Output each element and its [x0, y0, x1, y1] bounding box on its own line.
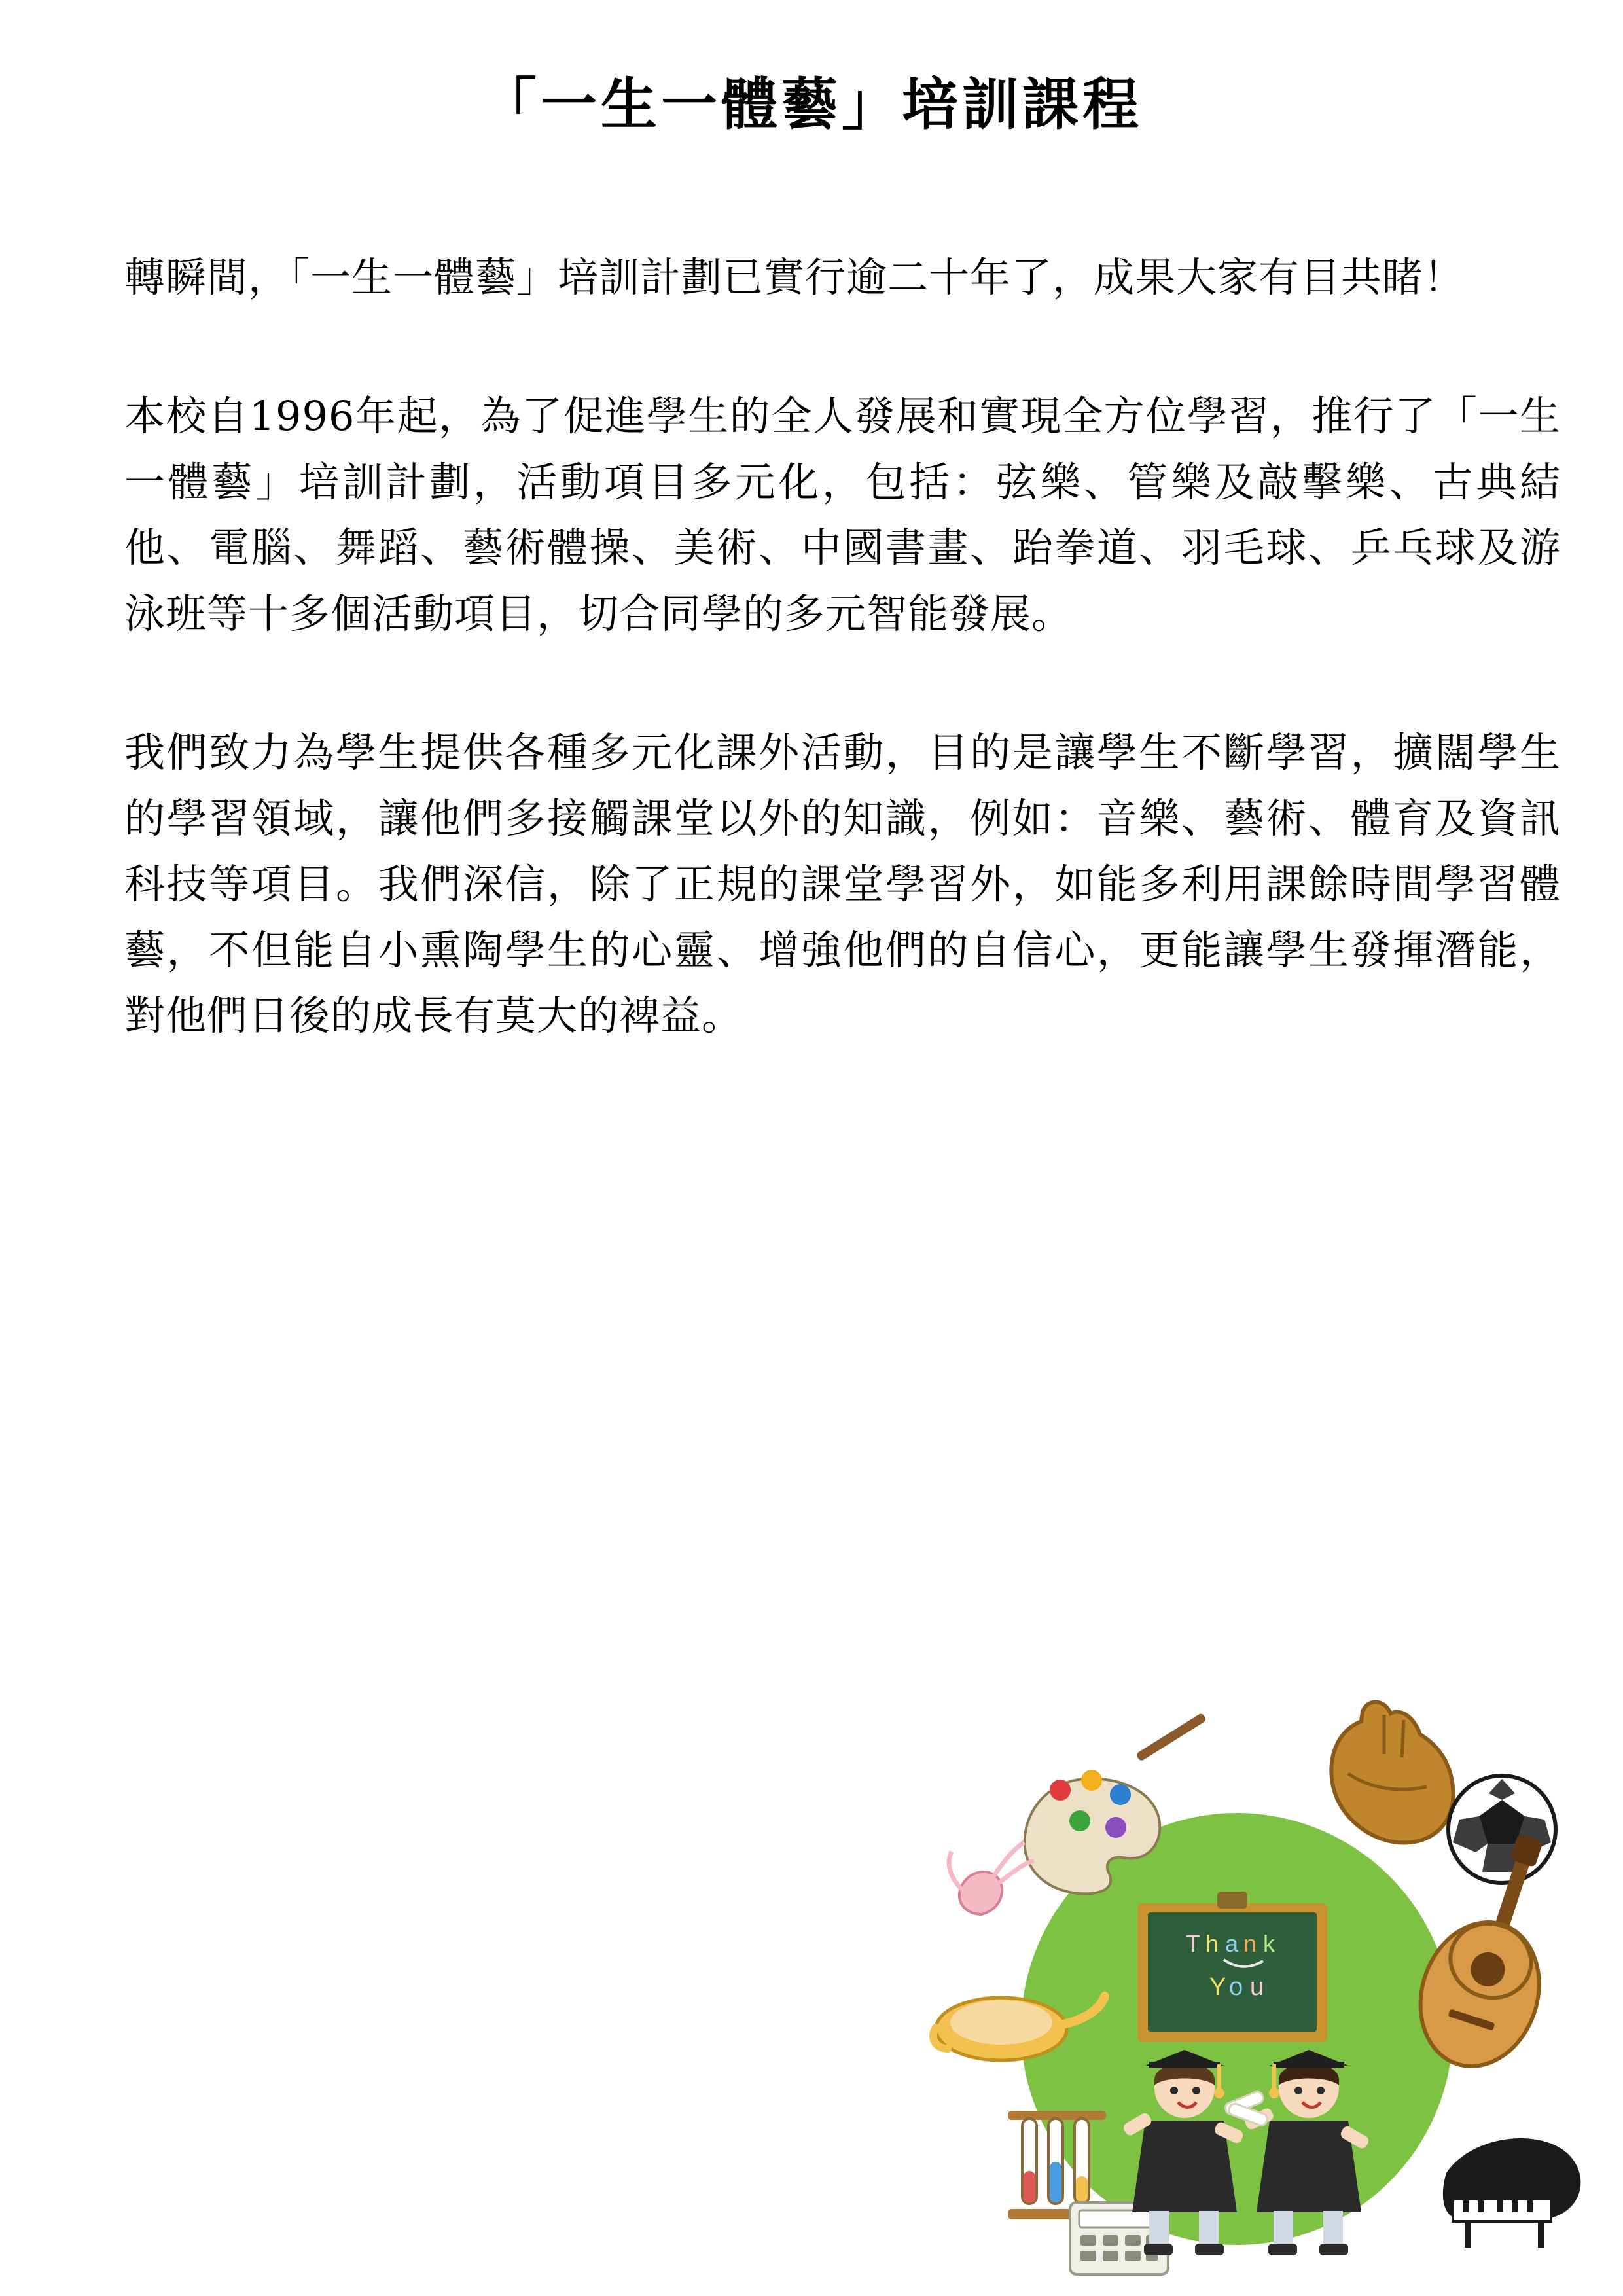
svg-text:T: T — [1186, 1930, 1200, 1957]
svg-text:n: n — [1243, 1930, 1257, 1957]
document-body — [62, 245, 1561, 1049]
ballet-shoes-icon — [949, 1842, 1034, 1914]
svg-text:Y: Y — [1209, 1973, 1226, 2001]
svg-text:h: h — [1205, 1930, 1219, 1957]
paragraph-spacer — [124, 310, 1561, 384]
soccer-ball-icon — [1448, 1776, 1556, 1883]
svg-text:a: a — [1225, 1930, 1239, 1957]
svg-text:o: o — [1229, 1973, 1243, 2001]
svg-text:k: k — [1263, 1930, 1275, 1957]
paragraph-2: 本校自1996年起，為了促進學生的全人發展和實現全方位學習，推行了「一生一體藝」培訓計劃，活動項目多元化，包括：弦樂、管樂及敲擊樂、古典結他、電腦、舞蹈、藝術體操、美術、中國書畫、跆拳道、羽毛球、乒乓球及游泳班等十多個活動項目，切合同學的多元智能發展。 — [124, 392, 1561, 637]
grand-piano-icon — [1443, 2138, 1581, 2248]
paragraph-1: 轉瞬間，「一生一體藝」培訓計劃已實行逾二十年了，成果大家有目共睹！ — [124, 253, 1465, 301]
baseball-glove-icon — [1331, 1702, 1453, 1842]
paragraph-3: 我們致力為學生提供各種多元化課外活動，目的是讓學生不斷學習，擴闊學生的學習領域，讓他們多接觸課堂以外的知識，例如：音樂、藝術、體育及資訊科技等項目。我們深信，除了正規的課堂學習外，如能多利用課餘時間學習體藝，不但能自小熏陶學生的心靈、增強他們的自信心，更能讓學生發揮潛能，對他們日後的成長有莫大的裨益。 — [124, 728, 1561, 1039]
blackboard-icon — [1137, 1892, 1327, 2042]
paragraph-spacer — [124, 647, 1561, 720]
page-title: 「一生一體藝」培訓課程 — [480, 71, 1143, 137]
svg-text:u: u — [1250, 1973, 1264, 2001]
graduation-activities-illustration — [929, 1676, 1584, 2284]
